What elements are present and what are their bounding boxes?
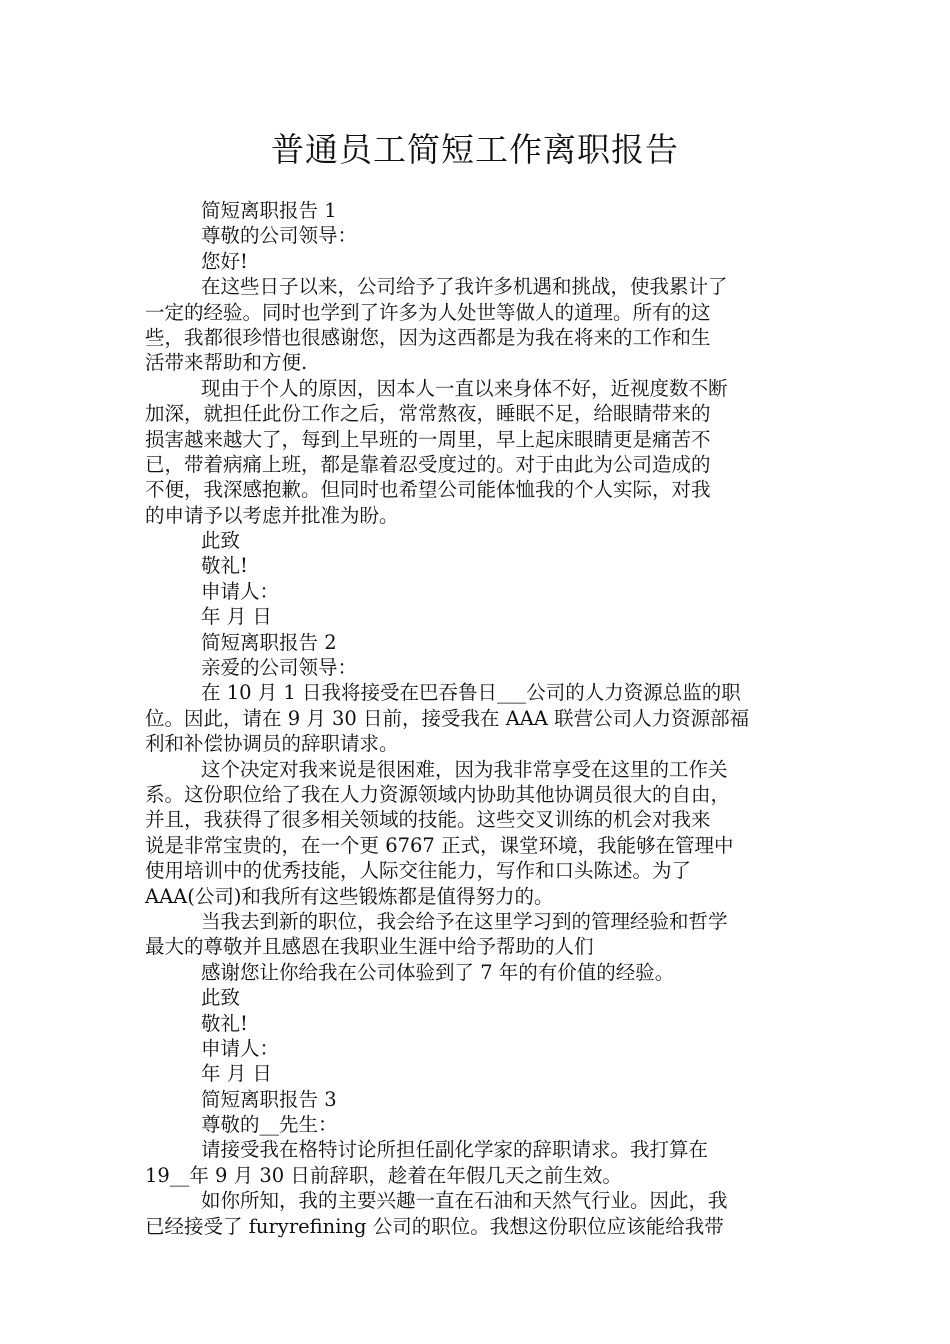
text-line: 简短离职报告 2: [201, 630, 337, 654]
text-line: 当我去到新的职位，我会给予在这里学习到的管理经验和哲学: [201, 909, 728, 933]
text-line: 位。因此，请在 9 月 30 日前，接受我在 AAA 联营公司人力资源部福: [145, 706, 750, 730]
text-line: 在这些日子以来，公司给予了我许多机遇和挑战，使我累计了: [201, 275, 728, 299]
text-line: 一定的经验。同时也学到了许多为人处世等做人的道理。所有的这: [145, 300, 711, 324]
text-line: 如你所知，我的主要兴趣一直在石油和天然气行业。因此，我: [201, 1189, 728, 1213]
text-line: 此致: [201, 986, 241, 1010]
text-line: 说是非常宝贵的，在一个更 6767 正式，课堂环境，我能够在管理中: [145, 833, 734, 857]
text-line: 使用培训中的优秀技能，人际交往能力，写作和口头陈述。为了: [145, 859, 692, 883]
text-line: 简短离职报告 3: [201, 1087, 337, 1111]
text-line: 在 10 月 1 日我将接受在巴吞鲁日___公司的人力资源总监的职: [201, 681, 741, 705]
text-line: 的申请予以考虑并批准为盼。: [145, 503, 399, 527]
text-line: 申请人：: [201, 579, 280, 603]
text-line: 年 月 日: [201, 1062, 272, 1086]
text-line: 亲爱的公司领导：: [201, 656, 358, 680]
text-line: 您好!: [201, 249, 248, 273]
text-line: 损害越来越大了，每到上早班的一周里，早上起床眼睛更是痛苦不: [145, 427, 711, 451]
text-line: 敬礼!: [201, 1011, 248, 1035]
text-line: 利和补偿协调员的辞职请求。: [145, 732, 399, 756]
text-line: 些，我都很珍惜也很感谢您，因为这西都是为我在将来的工作和生: [145, 325, 711, 349]
text-line: 此致: [201, 529, 241, 553]
text-line: 已，带着病痛上班，都是靠着忍受度过的。对于由此为公司造成的: [145, 452, 711, 476]
text-line: 活带来帮助和方便.: [145, 351, 308, 375]
text-line: AAA(公司)和我所有这些锻炼都是值得努力的。: [145, 884, 554, 908]
document-title: 普通员工简短工作离职报告: [271, 130, 679, 169]
text-line: 简短离职报告 1: [201, 199, 337, 222]
text-line: 加深，就担任此份工作之后，常常熬夜，睡眠不足，给眼睛带来的: [145, 402, 711, 426]
text-line: 已经接受了 furyrefining 公司的职位。我想这份职位应该能给我带: [145, 1214, 724, 1238]
text-line: 系。这份职位给了我在人力资源领域内协助其他协调员很大的自由，: [145, 782, 731, 806]
text-line: 并且，我获得了很多相关领域的技能。这些交叉训练的机会对我来: [145, 808, 711, 832]
text-line: 最大的尊敬并且感恩在我职业生涯中给予帮助的人们: [145, 935, 594, 959]
text-line: 尊敬的__先生：: [201, 1113, 338, 1137]
text-line: 尊敬的公司领导：: [201, 224, 358, 248]
text-line: 这个决定对我来说是很困难，因为我非常享受在这里的工作关: [201, 757, 728, 781]
text-line: 年 月 日: [201, 605, 272, 629]
text-line: 现由于个人的原因，因本人一直以来身体不好，近视度数不断: [201, 376, 728, 400]
document-body: [145, 198, 807, 1239]
text-line: 申请人：: [201, 1036, 280, 1060]
text-line: 感谢您让你给我在公司体验到了 7 年的有价值的经验。: [201, 960, 675, 984]
text-line: 敬礼!: [201, 554, 248, 578]
text-line: 不便，我深感抱歉。但同时也希望公司能体恤我的个人实际，对我: [145, 478, 711, 502]
text-line: 请接受我在格特讨论所担任副化学家的辞职请求。我打算在: [201, 1138, 709, 1162]
text-line: 19__年 9 月 30 日前辞职，趁着在年假几天之前生效。: [145, 1163, 622, 1187]
